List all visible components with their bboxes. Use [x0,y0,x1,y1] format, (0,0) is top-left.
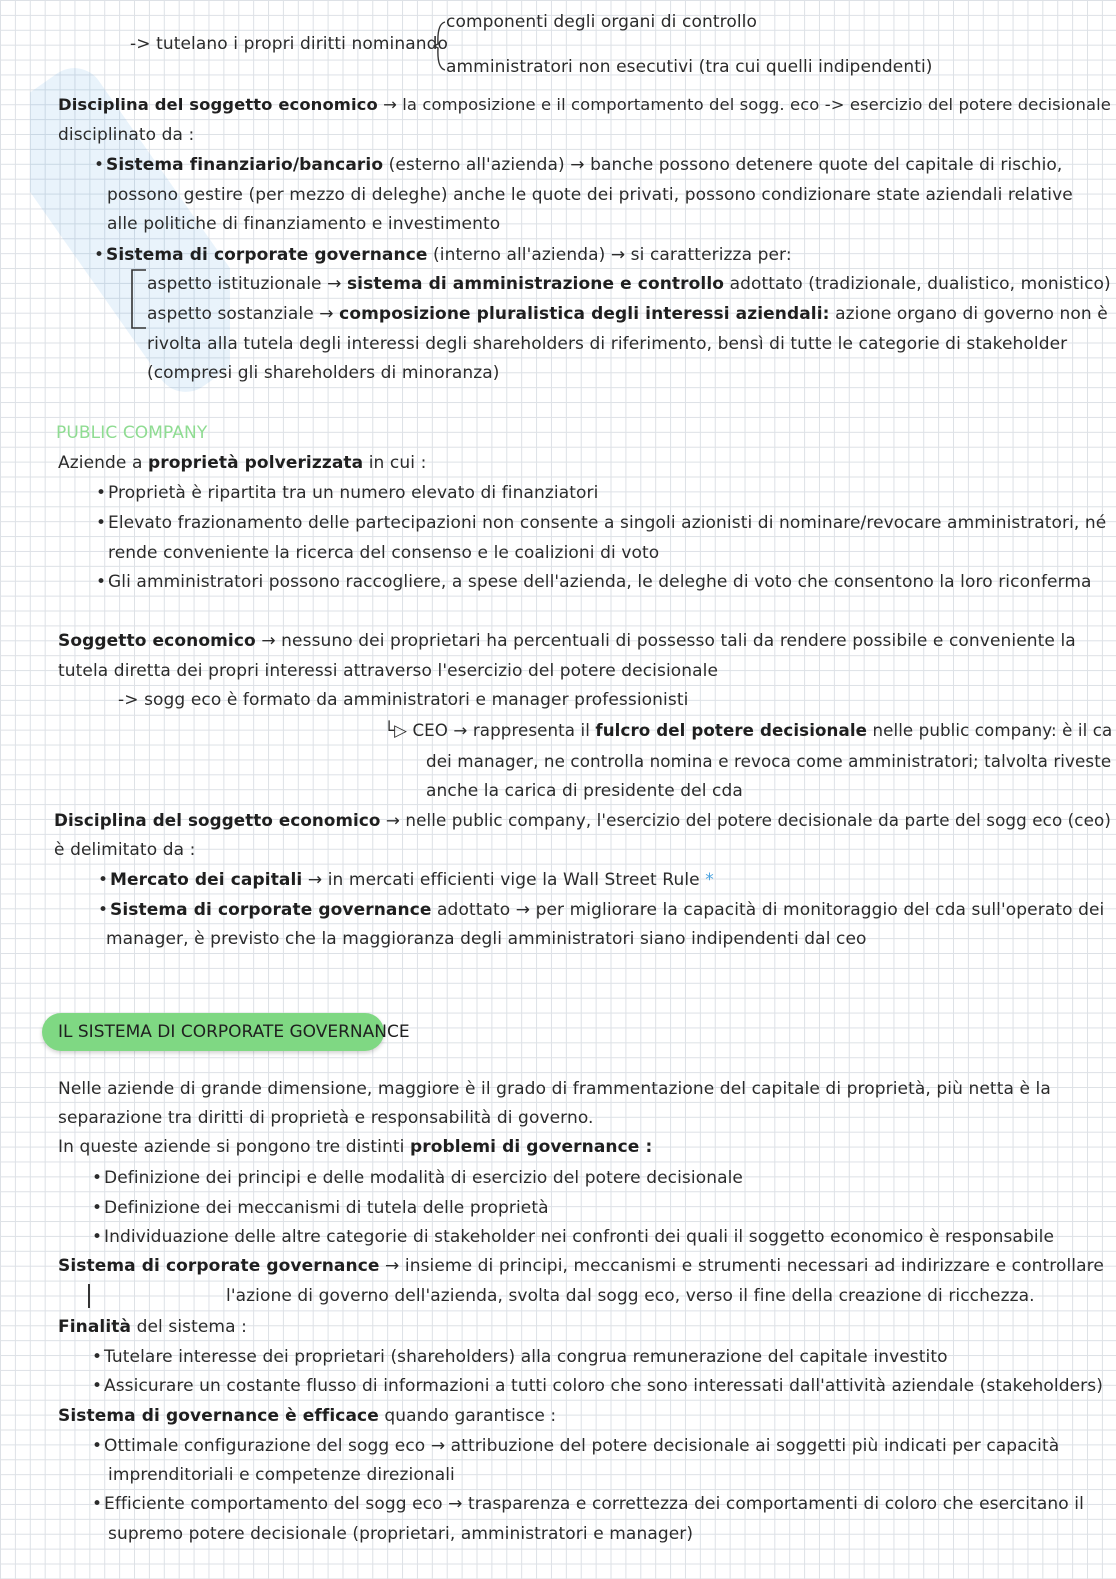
list-item: • Ottimale configurazione del sogg eco → attribuzione del potere decisionale ai soggetti più indicati per capacità [92,1436,1060,1456]
text-line: separazione tra diritti di proprietà e responsabilità di governo. [58,1108,594,1128]
text-line: componenti degli organi di controllo [446,12,757,32]
section-banner: IL SISTEMA DI CORPORATE GOVERNANCE [42,1013,384,1051]
list-item: • Gli amministratori possono raccogliere, a spese dell'azienda, le deleghe di voto che consentono la loro riconferma [96,572,1092,592]
text-line: l'azione di governo dell'azienda, svolta dal sogg eco, verso il fine della creazione di ricchezza. [226,1286,1035,1306]
section-heading-line [58,94,1111,116]
text: → la composizione e il comportamento del sogg. eco -> esercizio del potere decisionale [383,95,1111,114]
list-item: • Mercato dei capitali → in mercati efficienti vige la Wall Street Rule * [98,870,714,890]
text-line: Finalità del sistema : [58,1317,247,1337]
text-line: amministratori non esecutivi (tra cui quelli indipendenti) [446,57,933,77]
text-line: (compresi gli shareholders di minoranza) [147,363,500,383]
text-line: Sistema di corporate governance → insieme di principi, meccanismi e strumenti necessari ad indirizzare e controllare [58,1256,1104,1276]
text-line: Disciplina del soggetto economico → nelle public company, l'esercizio del potere decisionale da parte del sogg eco (ceo) [54,810,1111,830]
list-item: • Tutelare interesse dei proprietari (shareholders) alla congrua remunerazione del capitale investito [92,1347,948,1367]
heading: Disciplina del soggetto economico [58,95,378,114]
text-line: Aziende a proprietà polverizzata in cui : [58,453,427,473]
bracket-icon [128,266,148,332]
text-line: Nelle aziende di grande dimensione, maggiore è il grado di frammentazione del capitale di proprietà, più netta è la [58,1079,1051,1099]
text-line: possono gestire (per mezzo di deleghe) anche le quote dei privati, possono condizionare state aziendali relative [107,185,1073,205]
list-item: • Sistema di corporate governance adottato → per migliorare la capacità di monitoraggio del cda sull'operato dei [98,900,1105,920]
text-line: anche la carica di presidente del cda [426,781,743,801]
text-line: aspetto sostanziale → composizione pluralistica degli interessi aziendali: azione organo di governo non è [147,304,1108,324]
list-item: • Definizione dei meccanismi di tutela delle proprietà [92,1198,549,1218]
text-line: In queste aziende si pongono tre distinti problemi di governance : [58,1137,653,1157]
list-item: • Definizione dei principi e delle modalità di esercizio del potere decisionale [92,1168,743,1188]
list-item: • Sistema di corporate governance (interno all'azienda) → si caratterizza per: [94,245,792,265]
text-line: è delimitato da : [54,840,196,860]
list-item: • Proprietà è ripartita tra un numero elevato di finanziatori [96,483,599,503]
text-line: Sistema di governance è efficace quando garantisce : [58,1406,557,1426]
text-line: tutela diretta dei propri interessi attraverso l'esercizio del potere decisionale [58,661,719,681]
text-line: imprenditoriali e competenze direzionali [108,1465,455,1485]
divider-bar [86,1282,92,1310]
text-line: disciplinato da : [58,125,195,145]
text-line: -> tutelano i propri diritti nominando [130,34,449,54]
text-line: alle politiche di finanziamento e investimento [107,214,501,234]
list-item: • Sistema finanziario/bancario (esterno all'azienda) → banche possono detenere quote del capitale di rischio, [94,155,1063,175]
text-line: supremo potere decisionale (proprietari, amministratori e manager) [108,1524,694,1544]
text-line: manager, è previsto che la maggioranza degli amministratori siano indipendenti dal ceo [106,929,867,949]
list-item: • Efficiente comportamento del sogg eco → trasparenza e correttezza dei comportamenti di coloro che esercitano il [92,1494,1084,1514]
text-line: dei manager, ne controlla nomina e revoca come amministratori; talvolta riveste [426,751,1112,771]
section-title: PUBLIC COMPANY [56,423,208,443]
text-line: aspetto istituzionale → sistema di amministrazione e controllo adottato (tradizionale, dualistico, monistico) [147,274,1111,294]
list-item: • Assicurare un costante flusso di informazioni a tutti coloro che sono interessati dall'attività aziendale (stakeholders) [92,1376,1103,1396]
text-line: └▷ CEO → rappresenta il fulcro del potere decisionale nelle public company: è il ca [384,721,1113,740]
list-item: • Elevato frazionamento delle partecipazioni non consente a singoli azionisti di nominare/revocare amministratori, né [96,513,1107,533]
text-line: rende conveniente la ricerca del consenso e le coalizioni di voto [108,543,660,563]
list-item: • Individuazione delle altre categorie di stakeholder nei confronti dei quali il soggetto economico è responsabile [92,1227,1055,1247]
text-line: Soggetto economico → nessuno dei proprietari ha percentuali di possesso tali da rendere possibile e conveniente la [58,631,1076,651]
text-line: -> sogg eco è formato da amministratori e manager professionisti [118,690,689,710]
text-line: rivolta alla tutela degli interessi degli shareholders di riferimento, bensì di tutte le categorie di stakeholder [147,334,1068,354]
